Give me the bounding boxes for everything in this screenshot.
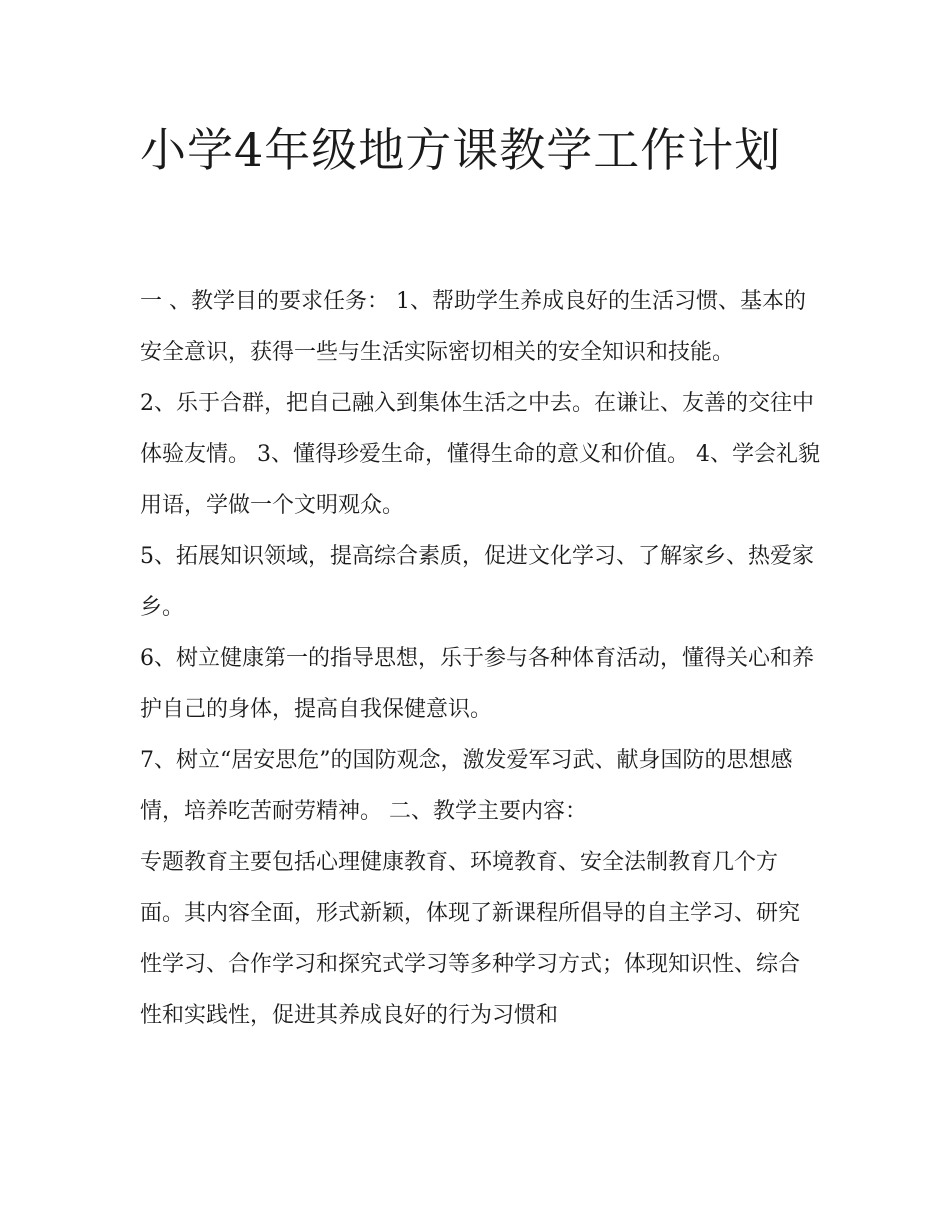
document-title: 小学4年级地方课教学工作计划 xyxy=(140,123,782,177)
document-body xyxy=(140,276,820,1041)
paragraph-goals: 一 、教学目的要求任务： 1、帮助学生养成良好的生活习惯、基本的安全意识，获得一些与生活实际密切相关的安全知识和技能。 xyxy=(140,289,806,365)
paragraph-content: 专题教育主要包括心理健康教育、环境教育、安全法制教育几个方面。其内容全面，形式新颖，体现了新课程所倡导的自主学习、研究性学习、合作学习和探究式学习等多种学习方式；体现知识性、综合性和实践性，促进其养成良好的行为习惯和 xyxy=(140,850,801,1028)
paragraph-items-2-4: 2、乐于合群，把自己融入到集体生活之中去。在谦让、友善的交往中体验友情。 3、懂得珍爱生命，懂得生命的意义和价值。 4、学会礼貌用语，学做一个文明观众。 xyxy=(140,391,820,518)
paragraph-item-6: 6、树立健康第一的指导思想，乐于参与各种体育活动，懂得关心和养护自己的身体，提高自我保健意识。 xyxy=(140,646,814,722)
paragraph-item-5: 5、拓展知识领域，提高综合素质，促进文化学习、了解家乡、热爱家乡。 xyxy=(140,544,814,620)
paragraph-item-7: 7、树立“居安思危”的国防观念，激发爱军习武、献身国防的思想感情，培养吃苦耐劳精神。 二、教学主要内容： xyxy=(140,748,793,824)
